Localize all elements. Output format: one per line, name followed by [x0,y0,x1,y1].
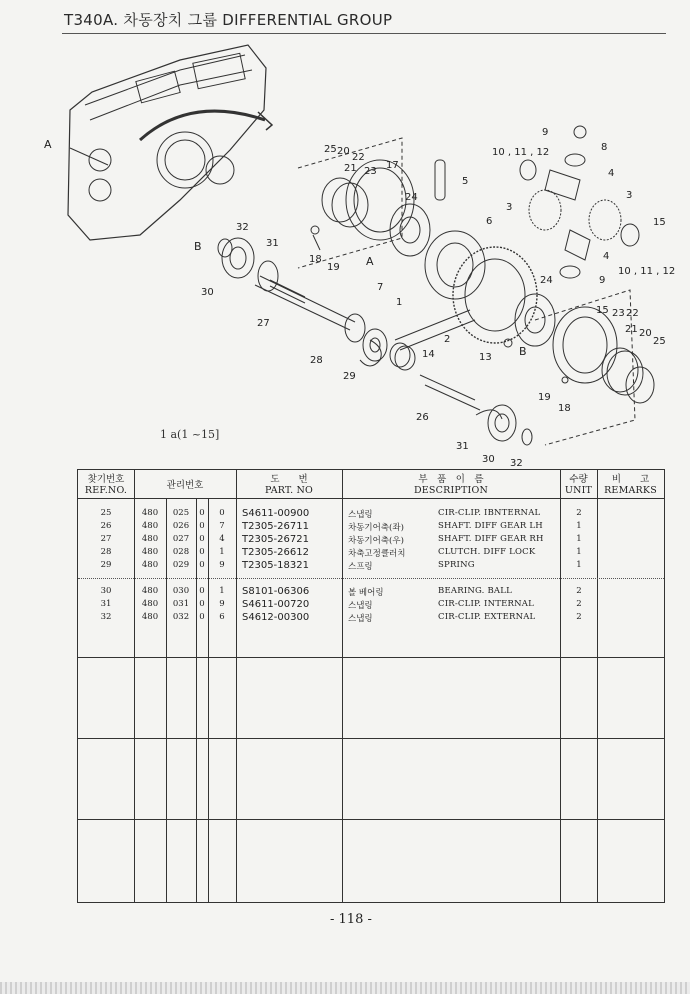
table-row: 28 480 028 0 1 T2305-26612 차축고정클러치 CLUTCH. DIFF LOCK 1 [100,547,582,559]
svg-text:25: 25 [653,336,666,347]
scan-edge [0,982,690,994]
svg-text:9: 9 [599,275,606,286]
svg-text:20: 20 [639,328,652,339]
svg-text:23: 23 [364,166,377,177]
svg-text:23: 23 [612,308,625,319]
svg-text:2: 2 [444,334,451,345]
header-remarks: 비 고 REMARKS [604,474,657,496]
header-ref-no: 찾기번호 REF.NO. [84,474,128,496]
svg-text:21: 21 [625,324,638,335]
svg-text:30: 30 [482,454,495,465]
svg-text:25: 25 [324,144,337,155]
table-row: 30 480 030 0 1 S8101-06306 볼 베어링 BEARING. BALL 2 [100,586,582,598]
header-description: 부 품 이 름 DESCRIPTION [413,474,489,496]
title-divider [62,33,666,34]
svg-text:9: 9 [542,127,549,138]
svg-text:15: 15 [653,217,666,228]
svg-text:3: 3 [626,190,633,201]
svg-text:4: 4 [603,251,610,262]
svg-text:17: 17 [386,160,399,171]
svg-text:B: B [519,345,527,358]
table-row: 27 480 027 0 4 T2305-26721 차동기어축(우) SHAFT. DIFF GEAR RH 1 [100,534,582,546]
header-part-no: 도 번 PART. NO [264,474,314,496]
svg-text:31: 31 [456,441,469,452]
svg-text:1: 1 [396,297,403,308]
svg-text:7: 7 [377,282,384,293]
svg-text:19: 19 [327,262,340,273]
table-row: 32 480 032 0 6 S4612-00300 스냅링 CIR-CLIP. EXTERNAL 2 [100,612,582,624]
svg-text:5: 5 [462,176,469,187]
table-row: 26 480 026 0 7 T2305-26711 차동기어축(좌) SHAFT. DIFF GEAR LH 1 [100,521,582,533]
svg-text:29: 29 [343,371,356,382]
page-title: T340A. 차동장치 그룹 DIFFERENTIAL GROUP [64,11,393,29]
svg-text:19: 19 [538,392,551,403]
diagram-callouts [44,127,675,469]
svg-text:A: A [366,255,374,268]
svg-text:3: 3 [506,202,513,213]
svg-text:4: 4 [608,168,615,179]
transmission-housing [68,45,272,240]
svg-text:28: 28 [310,355,323,366]
table-row: 31 480 031 0 9 S4611-00720 스냅링 CIR-CLIP. INTERNAL 2 [100,599,582,611]
exploded-parts-diagram [30,40,676,469]
svg-text:20: 20 [337,146,350,157]
diagram-range-note: 1 a(1 ~15] [160,428,220,441]
svg-text:31: 31 [266,238,279,249]
parts-table [77,469,665,903]
left-gear-shaft [255,276,415,370]
table-row: 29 480 029 0 9 T2305-18321 스프링 SPRING 1 [100,560,582,572]
svg-text:13: 13 [479,352,492,363]
svg-text:8: 8 [601,142,608,153]
svg-text:14: 14 [422,349,435,360]
svg-text:21: 21 [344,163,357,174]
svg-text:B: B [194,240,202,253]
svg-text:32: 32 [236,222,249,233]
table-row: 25 480 025 0 0 S4611-00900 스냅링 CIR-CLIP. IBNTERNAL 2 [100,508,582,520]
svg-text:6: 6 [486,216,493,227]
header-unit: 수량 UNIT [564,474,593,496]
svg-text:18: 18 [309,254,322,265]
svg-text:A: A [44,138,52,151]
header-mgmt-no: 관리번호 [166,480,204,491]
svg-text:18: 18 [558,403,571,414]
right-gear-shaft [395,310,532,445]
svg-text:24: 24 [405,192,418,203]
svg-text:26: 26 [416,412,429,423]
svg-text:24: 24 [540,275,553,286]
svg-text:10 , 11 , 12: 10 , 11 , 12 [618,266,676,277]
svg-text:30: 30 [201,287,214,298]
svg-text:27: 27 [257,318,270,329]
svg-text:32: 32 [510,458,523,469]
svg-text:15: 15 [596,305,609,316]
svg-text:10 , 11 , 12: 10 , 11 , 12 [492,147,550,158]
svg-text:22: 22 [626,308,639,319]
svg-text:22: 22 [352,152,365,163]
page-number: - 118 - [330,912,372,927]
